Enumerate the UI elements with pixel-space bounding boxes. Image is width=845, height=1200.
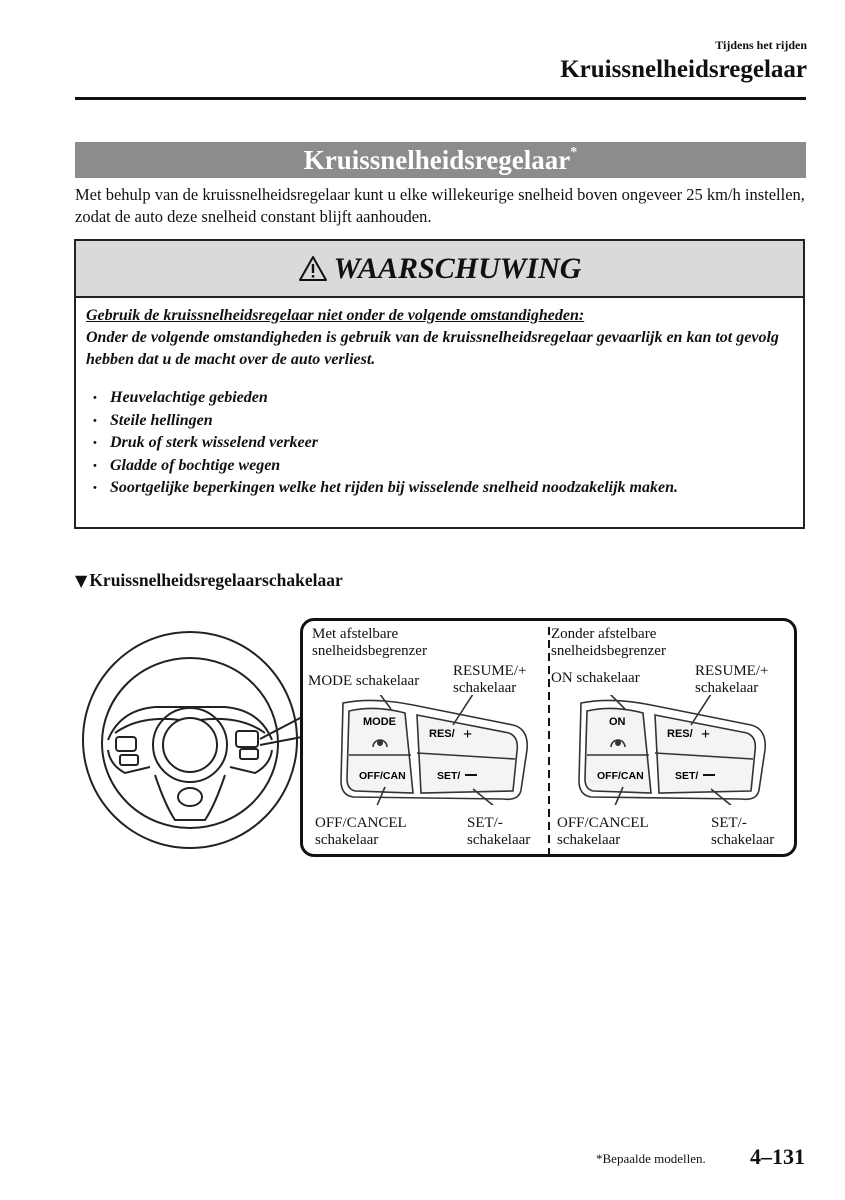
- set-switch-label-left: [467, 815, 530, 849]
- panel-divider: [547, 627, 551, 855]
- mode-button-text: MODE: [363, 716, 396, 728]
- label-line: SET/-: [711, 815, 747, 831]
- res-button-text: RES/: [429, 728, 455, 740]
- plus-sign: +: [463, 726, 473, 743]
- warning-list-item: • Gladde of bochtige wegen: [86, 455, 796, 478]
- right-caption-line: snelheidsbegrenzer: [551, 643, 666, 659]
- left-caption: [312, 626, 427, 660]
- warning-heading: WAARSCHUWING: [333, 252, 582, 285]
- left-switch-drawing: [333, 695, 533, 805]
- on-button-text: ON: [609, 716, 626, 728]
- plus-sign: +: [701, 726, 711, 743]
- intro-paragraph: Met behulp van de kruissnelheidsregelaar kunt u elke willekeurige snelheid boven ongeveer 25 km/h instellen, zodat de auto deze snelheid constant blijft aanhouden.: [75, 185, 805, 226]
- subsection-heading: [75, 570, 343, 591]
- warning-body: [86, 305, 796, 500]
- warning-header: [76, 241, 803, 298]
- resume-switch-label-left: [453, 663, 526, 697]
- label-line: schakelaar: [467, 832, 531, 848]
- page-number: 4–131: [750, 1144, 805, 1169]
- model-footnote-mark: *: [570, 145, 578, 160]
- offcan-button-text: OFF/CAN: [359, 770, 406, 782]
- set-button-text: SET/: [437, 770, 461, 782]
- warning-list-item: • Steile hellingen: [86, 410, 796, 433]
- subsection-marker: ▼: [75, 571, 88, 590]
- switch-figure: [80, 615, 800, 860]
- warning-lead: Gebruik de kruissnelheidsregelaar niet onder de volgende omstandigheden:: [86, 307, 585, 324]
- warning-box: [74, 239, 805, 529]
- section-title-bar: [75, 142, 806, 178]
- label-line: OFF/CANCEL: [557, 815, 649, 831]
- label-line: schakelaar: [315, 832, 379, 848]
- offcancel-switch-label-right: [557, 815, 649, 849]
- warning-list-item: • Heuvelachtige gebieden: [86, 387, 796, 410]
- mode-switch-label: MODE schakelaar: [308, 673, 420, 689]
- label-line: schakelaar: [695, 680, 759, 696]
- offcancel-switch-label-left: [315, 815, 407, 849]
- left-caption-line: snelheidsbegrenzer: [312, 643, 427, 659]
- right-switch-drawing: [571, 695, 771, 805]
- running-header-topic: Kruissnelheidsregelaar: [560, 56, 807, 83]
- set-button-text: SET/: [675, 770, 699, 782]
- header-rule: [75, 97, 806, 100]
- label-line: schakelaar: [453, 680, 517, 696]
- label-line: SET/-: [467, 815, 503, 831]
- set-switch-label-right: [711, 815, 774, 849]
- warning-text: Onder de volgende omstandigheden is gebruik van de kruissnelheidsregelaar gevaarlijk en kan tot gevolg hebben dat u de macht over de auto verliest.: [86, 329, 779, 368]
- steering-wheel-illustration: [80, 615, 310, 860]
- subsection-title: Kruissnelheidsregelaarschakelaar: [89, 570, 343, 590]
- resume-switch-label-right: [695, 663, 768, 697]
- offcan-button-text: OFF/CAN: [597, 770, 644, 782]
- switch-callout: [300, 618, 797, 857]
- label-line: OFF/CANCEL: [315, 815, 407, 831]
- left-caption-line: Met afstelbare: [312, 626, 399, 642]
- warning-list-item: • Druk of sterk wisselend verkeer: [86, 432, 796, 455]
- warning-list: [86, 387, 796, 500]
- res-button-text: RES/: [667, 728, 693, 740]
- warning-list-item: • Soortgelijke beperkingen welke het rijden bij wisselende snelheid noodzakelijk maken.: [86, 477, 796, 500]
- label-line: schakelaar: [557, 832, 621, 848]
- footnote: *Bepaalde modellen.: [596, 1151, 706, 1166]
- label-line: schakelaar: [711, 832, 775, 848]
- right-caption-line: Zonder afstelbare: [551, 626, 657, 642]
- on-switch-label: ON schakelaar: [551, 670, 640, 686]
- warning-triangle-icon: [298, 255, 328, 282]
- section-title: Kruissnelheidsregelaar: [303, 145, 571, 175]
- label-line: RESUME/+: [453, 663, 527, 679]
- label-line: RESUME/+: [695, 663, 769, 679]
- running-header-section: Tijdens het rijden: [715, 38, 807, 52]
- right-caption: [551, 626, 666, 660]
